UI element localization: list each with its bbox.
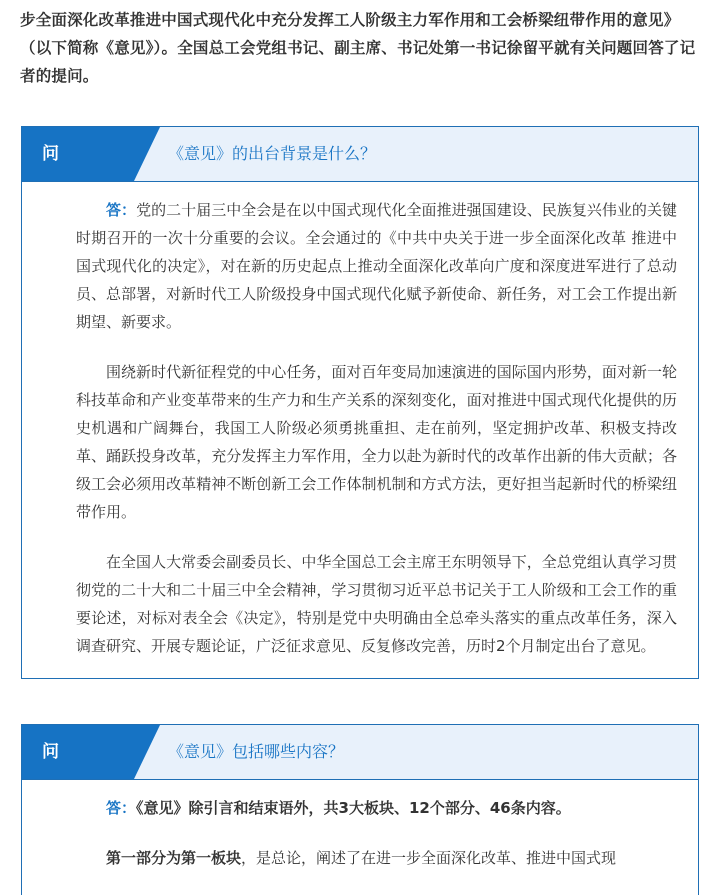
answer-paragraph: 在全国人大常委会副委员长、中华全国总工会主席王东明领导下，全总党组认真学习贯彻党的二十大和二十届三中全会精神，学习贯彻习近平总书记关于工人阶级和工会工作的重要论述，对标对表全会《决定》，特别是党中央明确由全总牵头落实的重点改革任务，深入调查研究、开展专题论证，广泛征求意见、反复修改完善，历时2个月制定出台了意见。	[76, 553, 677, 655]
qa-card-background	[21, 126, 699, 679]
section-lead: 第一部分为第一板块	[106, 849, 242, 867]
answer-paragraph	[76, 844, 677, 872]
question-header	[22, 725, 698, 780]
question-badge: 问	[22, 127, 134, 181]
question-badge-arrow	[134, 725, 160, 779]
qa-card-contents	[21, 724, 699, 895]
question-header	[22, 127, 698, 182]
answer-paragraph: 围绕新时代新征程党的中心任务，面对百年变局加速演进的国际国内形势，面对新一轮科技革命和产业变革带来的生产力和生产关系的深刻变化，面对推进中国式现代化提供的历史机遇和广阔舞台，我国工人阶级必须勇挑重担、走在前列，坚定拥护改革、积极支持改革、踊跃投身改革，充分发挥主力军作用，全力以赴为新时代的改革作出新的伟大贡献；各级工会必须用改革精神不断创新工会工作体制机制和方式方法，更好担当起新时代的桥梁纽带作用。	[76, 363, 677, 521]
answer-body	[22, 182, 698, 660]
answer-label: 答：	[106, 799, 137, 817]
intro-paragraph: 步全面深化改革推进中国式现代化中充分发挥工人阶级主力军作用和工会桥梁纽带作用的意见》（以下简称《意见》）。全国总工会党组书记、副主席、书记处第一书记徐留平就有关问题回答了记者的提问。	[20, 11, 696, 85]
answer-label: 答：	[106, 201, 137, 219]
question-badge-arrow	[134, 127, 160, 181]
question-title: 《意见》包括哪些内容？	[168, 742, 345, 761]
answer-text: 《意见》除引言和结束语外，共3大板块、12个部分、46条内容。	[136, 799, 571, 817]
answer-paragraph	[76, 196, 677, 336]
question-title: 《意见》的出台背景是什么？	[168, 144, 377, 163]
answer-paragraph	[76, 794, 677, 822]
answer-text: 党的二十届三中全会是在以中国式现代化全面推进强国建设、民族复兴伟业的关键时期召开的一次十分重要的会议。全会通过的《中共中央关于进一步全面深化改革 推进中国式现代化的决定》，对在新的历史起点上推动全面深化改革向广度和深度进军进行了总动员、总部署，对新时代工人阶级投身中国式现代化赋予新使命、新任务，对工会工作提出新期望、新要求。	[76, 201, 677, 331]
answer-body	[22, 780, 698, 872]
section-text: ，是总论，阐述了在进一步全面深化改革、推进中国式现	[241, 849, 617, 867]
question-badge: 问	[22, 725, 134, 779]
